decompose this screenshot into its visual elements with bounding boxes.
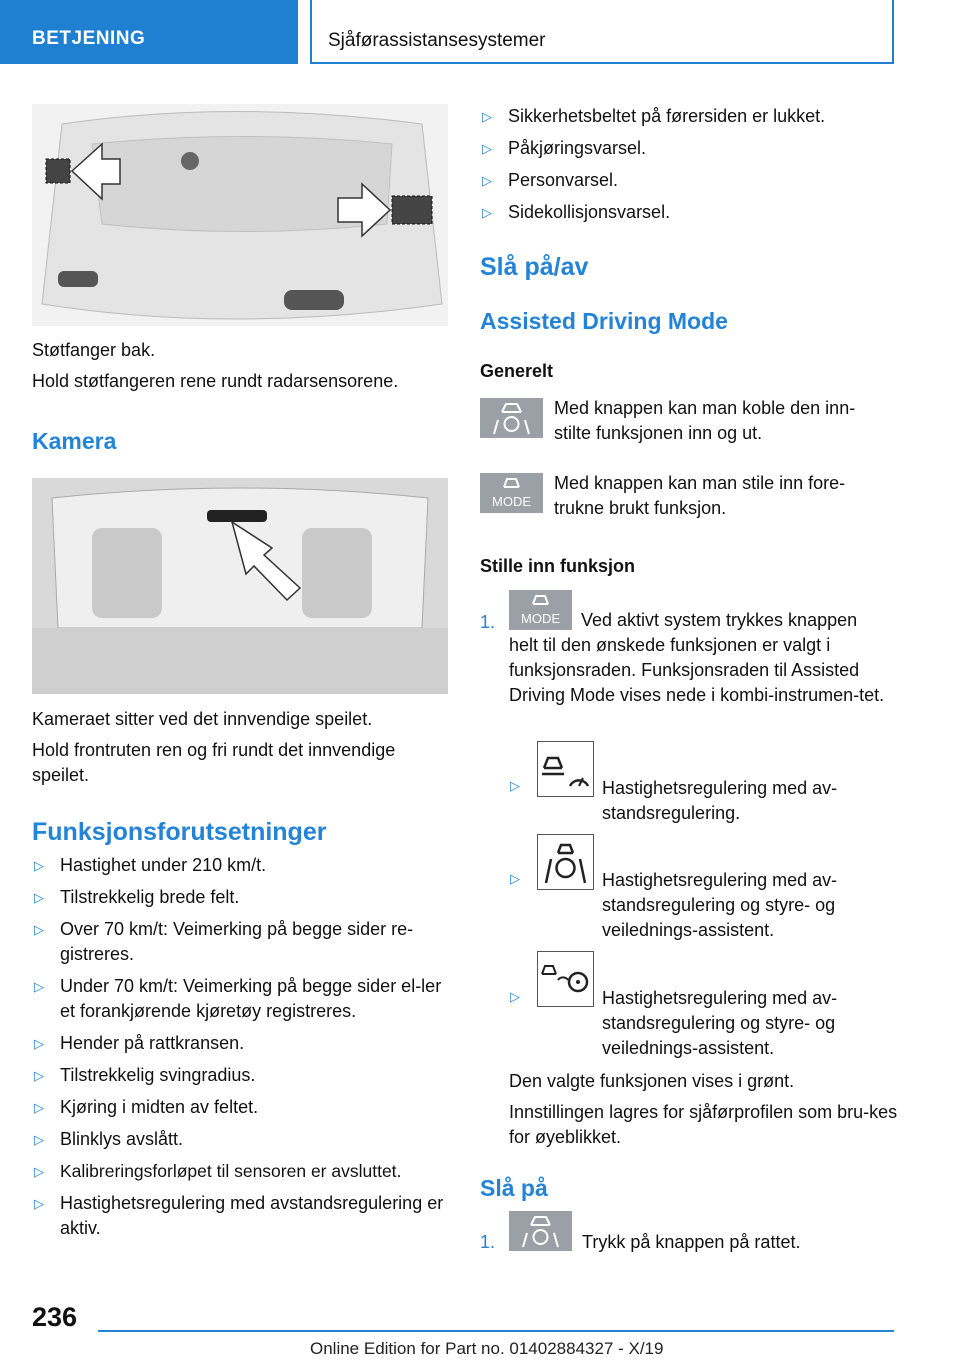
list-item: ▷ Tilstrekkelig brede felt. (32, 885, 450, 910)
bullet-triangle-icon: ▷ (482, 173, 492, 188)
turn-on-heading: Slå på (480, 1175, 548, 1201)
bullet-triangle-icon: ▷ (34, 890, 44, 905)
bullet-triangle-icon: ▷ (482, 205, 492, 220)
requirements-heading: Funksjonsforutsetninger (32, 818, 327, 846)
bullet-triangle-icon: ▷ (34, 1068, 44, 1083)
steering-assist-button-icon (509, 1211, 572, 1251)
sub1-text-a: Hastighetsregulering med av-standsregulering. (602, 778, 838, 823)
interior-camera-image (32, 478, 448, 694)
acc-steering-icon (537, 951, 594, 1007)
set-function-heading: Stille inn funksjon (480, 556, 636, 576)
list-item: ▷ Hastighetsregulering med avstandsregulering er aktiv. (34, 1193, 444, 1238)
bullet-triangle-icon: ▷ (34, 1164, 44, 1179)
note1: Den valgte funksjonen vises i grønt. (509, 1071, 795, 1091)
bullet-triangle-icon: ▷ (34, 1132, 44, 1147)
header-section: BETJENING (32, 28, 146, 49)
note2: Innstillingen lagres for sjåførprofilen som bru-kes for øyeblikket. (509, 1102, 898, 1147)
camera-text: Hold frontruten ren og fri rundt det innvendige speilet. (32, 740, 396, 785)
header-section-tab (0, 0, 298, 64)
step1-number: 1. (480, 612, 496, 632)
footer-rule (98, 1330, 894, 1332)
list-item: ▷ Sidekollisjonsvarsel. (480, 200, 896, 225)
sub3-text-a: Hastighetsregulering med av-standsregulering og styre- og veilednings-assistent. (602, 988, 838, 1058)
bullet-triangle-icon: ▷ (482, 109, 492, 124)
header-chapter-tab (310, 0, 894, 64)
on-step-number: 1. (480, 1232, 496, 1252)
list-item: ▷ Personvarsel. (480, 168, 896, 193)
list-item: ▷ Tilstrekkelig svingradius. (32, 1063, 450, 1088)
adm-heading: Assisted Driving Mode (480, 308, 728, 334)
general-button2-text: Med knappen kan man stile inn fore-trukne brukt funksjon. (554, 473, 846, 518)
list-item: ▷ Kjøring i midten av feltet. (32, 1095, 450, 1120)
rear-bumper-image (32, 104, 448, 326)
list-item: ▷ Sikkerhetsbeltet på førersiden er lukket. (480, 104, 896, 129)
mode-button-icon: MODE (509, 590, 572, 630)
bullet-triangle-icon: ▷ (510, 871, 520, 886)
bumper-text: Hold støtfangeren rene rundt radarsensorene. (32, 371, 399, 391)
general-button1-text: Med knappen kan man koble den inn-stilte funksjonen inn og ut. (554, 398, 856, 443)
list-item: ▷ Kalibreringsforløpet til sensoren er avsluttet. (32, 1159, 450, 1184)
list-item: ▷ Under 70 km/t: Veimerking på begge sider el-ler et forankjørende kjøretøy registreres. (34, 976, 442, 1021)
on-off-heading: Slå på/av (480, 253, 589, 281)
step1-text-b: helt til den ønskede funksjonen er valgt i funksjonsraden. Funksjonsraden til Assisted Driving Mode vises nede i kombi-instrumen-tet. (509, 635, 885, 705)
steering-assist-button-icon (480, 398, 543, 438)
sub2-text-a: Hastighetsregulering med av-standsregulering og styre- og veilednings-assistent. (602, 870, 838, 940)
camera-caption: Kameraet sitter ved det innvendige speilet. (32, 709, 373, 729)
bullet-triangle-icon: ▷ (510, 778, 520, 793)
bullet-triangle-icon: ▷ (34, 1100, 44, 1115)
header-chapter: Sjåførassistansesystemer (328, 30, 546, 51)
general-heading: Generelt (480, 361, 554, 381)
acc-distance-icon (537, 741, 594, 797)
bumper-caption: Støtfanger bak. (32, 340, 156, 360)
bullet-triangle-icon: ▷ (34, 858, 44, 873)
list-item: ▷ Blinklys avslått. (32, 1127, 450, 1152)
bullet-triangle-icon: ▷ (34, 979, 44, 994)
steering-assist-icon (537, 834, 594, 890)
bullet-triangle-icon: ▷ (34, 1196, 44, 1211)
list-item: ▷ Hastighet under 210 km/t. (32, 853, 450, 878)
page-number: 236 (32, 1302, 78, 1332)
list-item: ▷ Over 70 km/t: Veimerking på begge sider re-gistreres. (34, 919, 414, 964)
bullet-triangle-icon: ▷ (482, 141, 492, 156)
list-item: ▷ Påkjøringsvarsel. (480, 136, 896, 161)
bullet-triangle-icon: ▷ (34, 922, 44, 937)
mode-button-icon: MODE (480, 473, 543, 513)
requirements-list (32, 853, 450, 1241)
on-step-text: Trykk på knappen på rattet. (582, 1232, 801, 1252)
footer-edition: Online Edition for Part no. 01402884327 - X/19 (310, 1339, 664, 1358)
bullet-triangle-icon: ▷ (510, 989, 520, 1004)
camera-heading: Kamera (32, 428, 117, 454)
step1-text-a: Ved aktivt system trykkes knappen (581, 610, 858, 630)
bullet-triangle-icon: ▷ (34, 1036, 44, 1051)
list-item: ▷ Hender på rattkransen. (32, 1031, 450, 1056)
